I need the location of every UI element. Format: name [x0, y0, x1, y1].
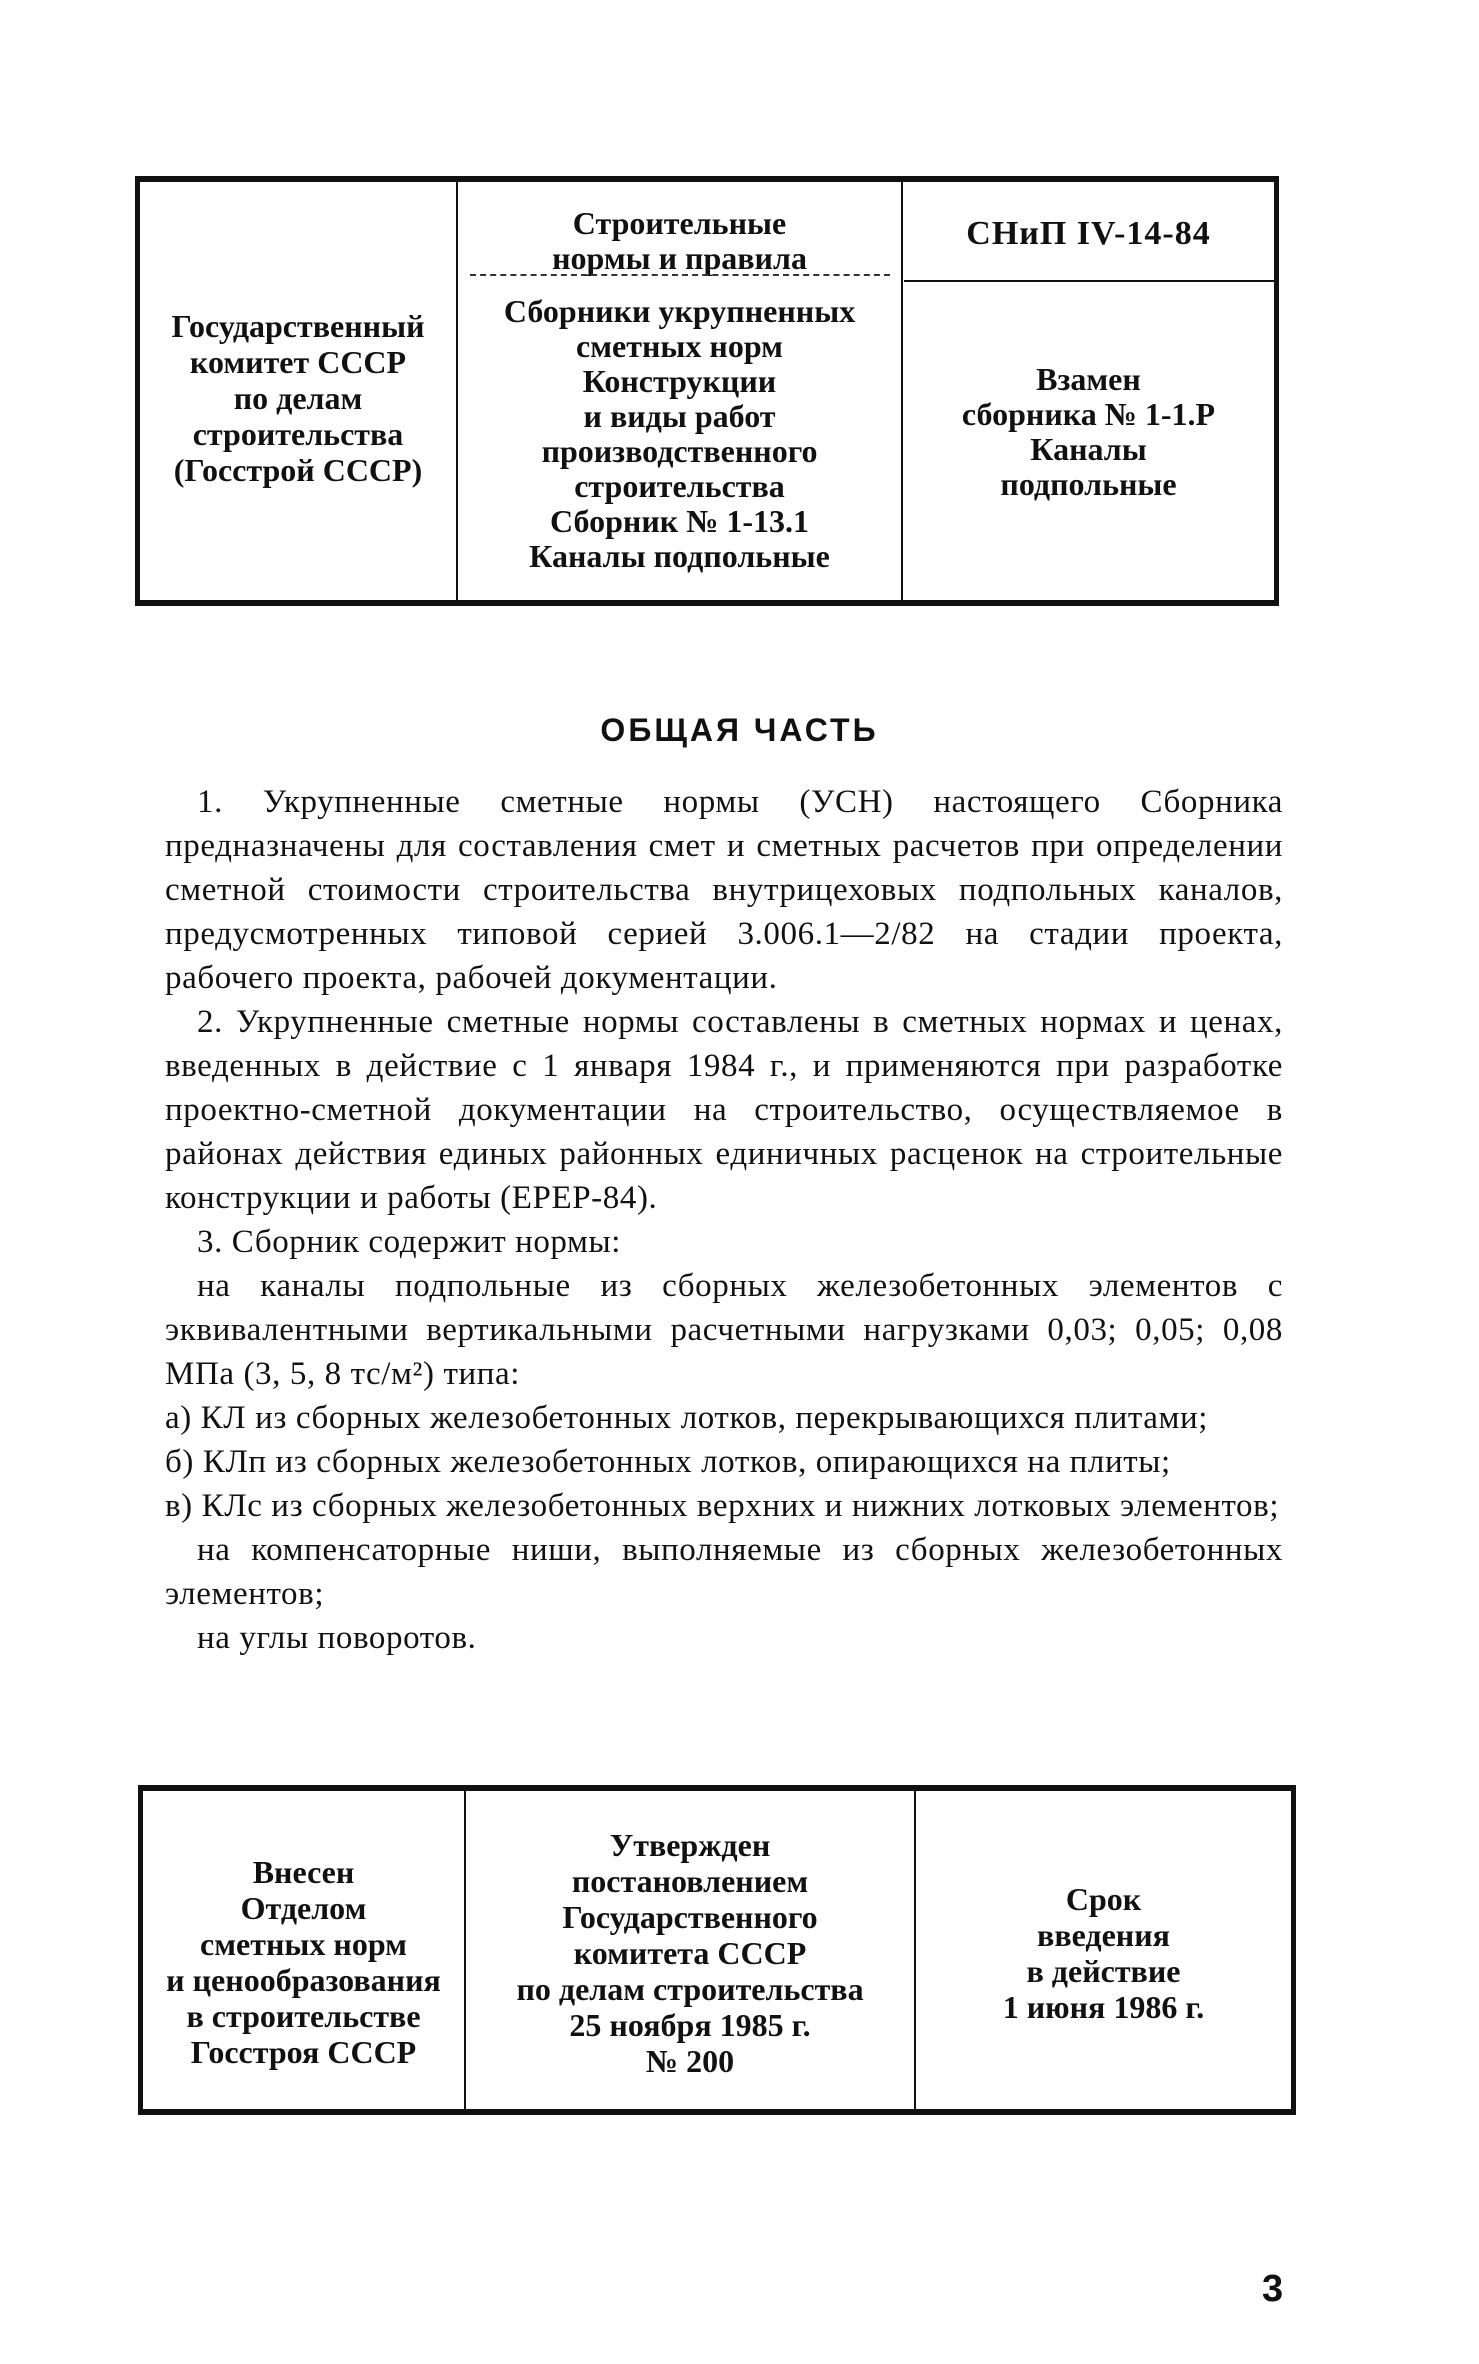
collection-line: строительства	[574, 468, 785, 504]
submitted-cell	[143, 1791, 466, 2109]
effective-line: Срок	[1065, 1881, 1142, 1917]
submitted-line: и ценообразования	[166, 1962, 441, 1998]
issuer-line: комитет СССР	[189, 344, 407, 380]
approved-line: постановлением	[571, 1863, 809, 1899]
doc-type-line: Строительные	[572, 205, 787, 241]
approved-line: 25 ноября 1985 г.	[569, 2007, 811, 2043]
collection-line: сметных норм	[576, 328, 783, 364]
approved-line: комитета СССР	[573, 1935, 807, 1971]
paragraph-3-intro: на каналы подпольные из сборных железобетонных элементов с эквивалентными вертикальными расчетными нагрузками 0,03; 0,05; 0,08 МПа (3, 5, 8 тс/м²) типа:	[165, 1268, 1283, 1392]
paragraph-3: 3. Сборник содержит нормы:	[197, 1224, 622, 1260]
list-item-b: б) КЛп из сборных железобетонных лотков, опирающихся на плиты;	[165, 1444, 1171, 1480]
replaces-line: подпольные	[1000, 466, 1177, 502]
submitted-line: Внесен	[252, 1854, 355, 1890]
replaces-note	[962, 362, 1215, 502]
submitted-line: Отделом	[240, 1890, 367, 1926]
replaces-line: сборника № 1-1.Р	[961, 396, 1216, 432]
replaces-line: Каналы	[1030, 431, 1147, 467]
submitted-line: Госстроя СССР	[190, 2034, 417, 2070]
issuer-line: по делам	[233, 380, 363, 416]
collection-line: Сборники укрупненных	[503, 293, 856, 329]
submitted-line: сметных норм	[200, 1926, 407, 1962]
page-number: 3	[1262, 2268, 1284, 2310]
issuer-line: Государственный	[171, 308, 425, 344]
body-text	[165, 780, 1283, 1660]
divider	[470, 274, 890, 276]
collection-line: Конструкции	[582, 363, 777, 399]
collection-line: производственного	[541, 433, 818, 469]
effective-line: в действие	[1026, 1953, 1181, 1989]
issuer-line: (Госстрой СССР)	[173, 452, 423, 488]
effective-cell	[916, 1791, 1291, 2109]
submitted-line: в строительстве	[186, 1998, 421, 2034]
list-item-a: а) КЛ из сборных железобетонных лотков, перекрывающихся плитами;	[165, 1400, 1209, 1436]
doc-type-line: нормы и правила	[552, 240, 807, 276]
approved-cell	[466, 1791, 916, 2109]
paragraph-1: 1. Укрупненные сметные нормы (УСН) настоящего Сборника предназначены для составления смет и сметных расчетов при определении сметной стоимости строительства внутрицеховых подпольных каналов, предусмотренных типовой серией 3.006.1—2/82 на стадии проекта, рабочего проекта, рабочей документации.	[165, 784, 1283, 996]
approved-line: Государственного	[562, 1899, 818, 1935]
collection-title	[504, 294, 855, 574]
effective-line: 1 июня 1986 г.	[1002, 1989, 1205, 2025]
effective-line: введения	[1037, 1917, 1170, 1953]
title-cell	[458, 182, 903, 600]
replaces-line: Взамен	[1036, 361, 1141, 397]
divider	[904, 280, 1274, 282]
paragraph-3-corners: на углы поворотов.	[197, 1620, 477, 1656]
issuer-line: строительства	[192, 416, 404, 452]
doc-type	[552, 182, 807, 276]
section-title: ОБЩАЯ ЧАСТЬ	[600, 712, 879, 748]
approved-line: № 200	[645, 2043, 735, 2079]
paragraph-3-niches: на компенсаторные ниши, выполняемые из сборных железобетонных элементов;	[165, 1532, 1283, 1612]
approved-line: Утвержден	[609, 1827, 771, 1863]
code-cell	[903, 182, 1274, 600]
issuer-cell	[140, 182, 458, 600]
paragraph-2: 2. Укрупненные сметные нормы составлены в сметных нормах и ценах, введенных в действие с 1 января 1984 г., и применяются при разработке проектно-сметной документации на строительство, осуществляемое в районах действия единых районных единичных расценок на строительные конструкции и работы (ЕРЕР-84).	[165, 1004, 1283, 1216]
approved-line: по делам строительства	[516, 1971, 864, 2007]
doc-code: СНиП IV-14-84	[966, 215, 1211, 252]
collection-line: Каналы подпольные	[529, 538, 830, 574]
collection-line: Сборник № 1-13.1	[550, 503, 809, 539]
header-table	[135, 176, 1279, 606]
list-item-c: в) КЛс из сборных железобетонных верхних и нижних лотковых элементов;	[165, 1488, 1280, 1524]
collection-line: и виды работ	[583, 398, 776, 434]
footer-table	[138, 1785, 1296, 2115]
